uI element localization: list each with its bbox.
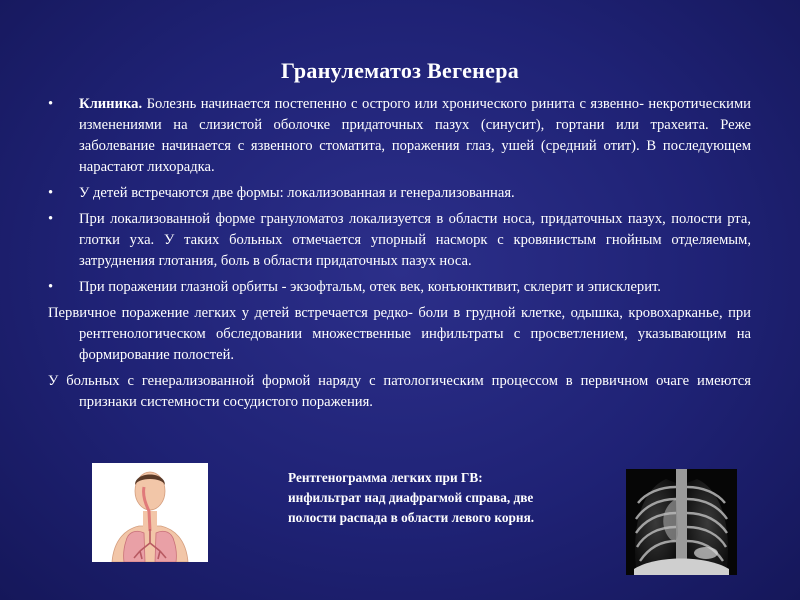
xray-drawing (626, 469, 737, 575)
bullet-text: При поражении глазной орбиты - экзофтальм, отек век, конъюнктивит, склерит и эписклерит. (79, 279, 661, 295)
caption-line: Рентгенограмма легких при ГВ: (288, 470, 483, 485)
caption-line: полости распада в области левого корня. (288, 510, 535, 525)
paragraph-generalized: У больных с генерализованной формой наряду с патологическим процессом в первичном очаге имеются признаки системности сосудистого поражения. (48, 373, 751, 410)
caption-line: инфильтрат над диафрагмой справа, две (288, 490, 534, 505)
bullet-text: У детей встречаются две формы: локализованная и генерализованная. (79, 185, 515, 201)
respiratory-anatomy-illustration (92, 463, 208, 562)
chest-xray-image (626, 469, 737, 575)
bullet-item-forms (48, 183, 751, 204)
bullet-text: При локализованной форме грануломатоз локализуется в области носа, придаточных пазух, полости рта, глотки уха. У таких больных отмечается упорный насморк с кровянистым гнойным отделяемым, затруднения глотания, боль в области придаточных пазух носа. (79, 211, 751, 269)
bullet-marker: • (48, 279, 54, 295)
bullet-text: Болезнь начинается постепенно с острого или хронического ринита с язвенно- некротическими изменениями на слизистой оболочке придаточных пазух (синусит), гортани или трахеита. Реже заболевание начинается с язвенного стоматита, поражения глаз, ушей (средний отит). В последующем нарастают лихорадка. (79, 96, 751, 175)
slide-title: Гранулематоз Вегенера (280, 58, 520, 83)
bullet-marker: • (48, 185, 54, 201)
bullet-item-localized (48, 209, 751, 272)
bullet-lead: Клиника. (79, 96, 143, 112)
xray-caption (288, 468, 578, 528)
bullet-item-orbit (48, 277, 751, 298)
bullet-marker: • (48, 211, 54, 227)
paragraph-lungs: Первичное поражение легких у детей встречается редко- боли в грудной клетке, одышка, кровохарканье, при рентгенологическом обследовании множественные инфильтраты с просветлением, указывающим на формирование полостей. (48, 305, 751, 363)
slide-body (48, 94, 751, 418)
anatomy-drawing (92, 463, 208, 562)
bullet-marker: • (48, 96, 54, 112)
bullet-item-clinic (48, 94, 751, 178)
